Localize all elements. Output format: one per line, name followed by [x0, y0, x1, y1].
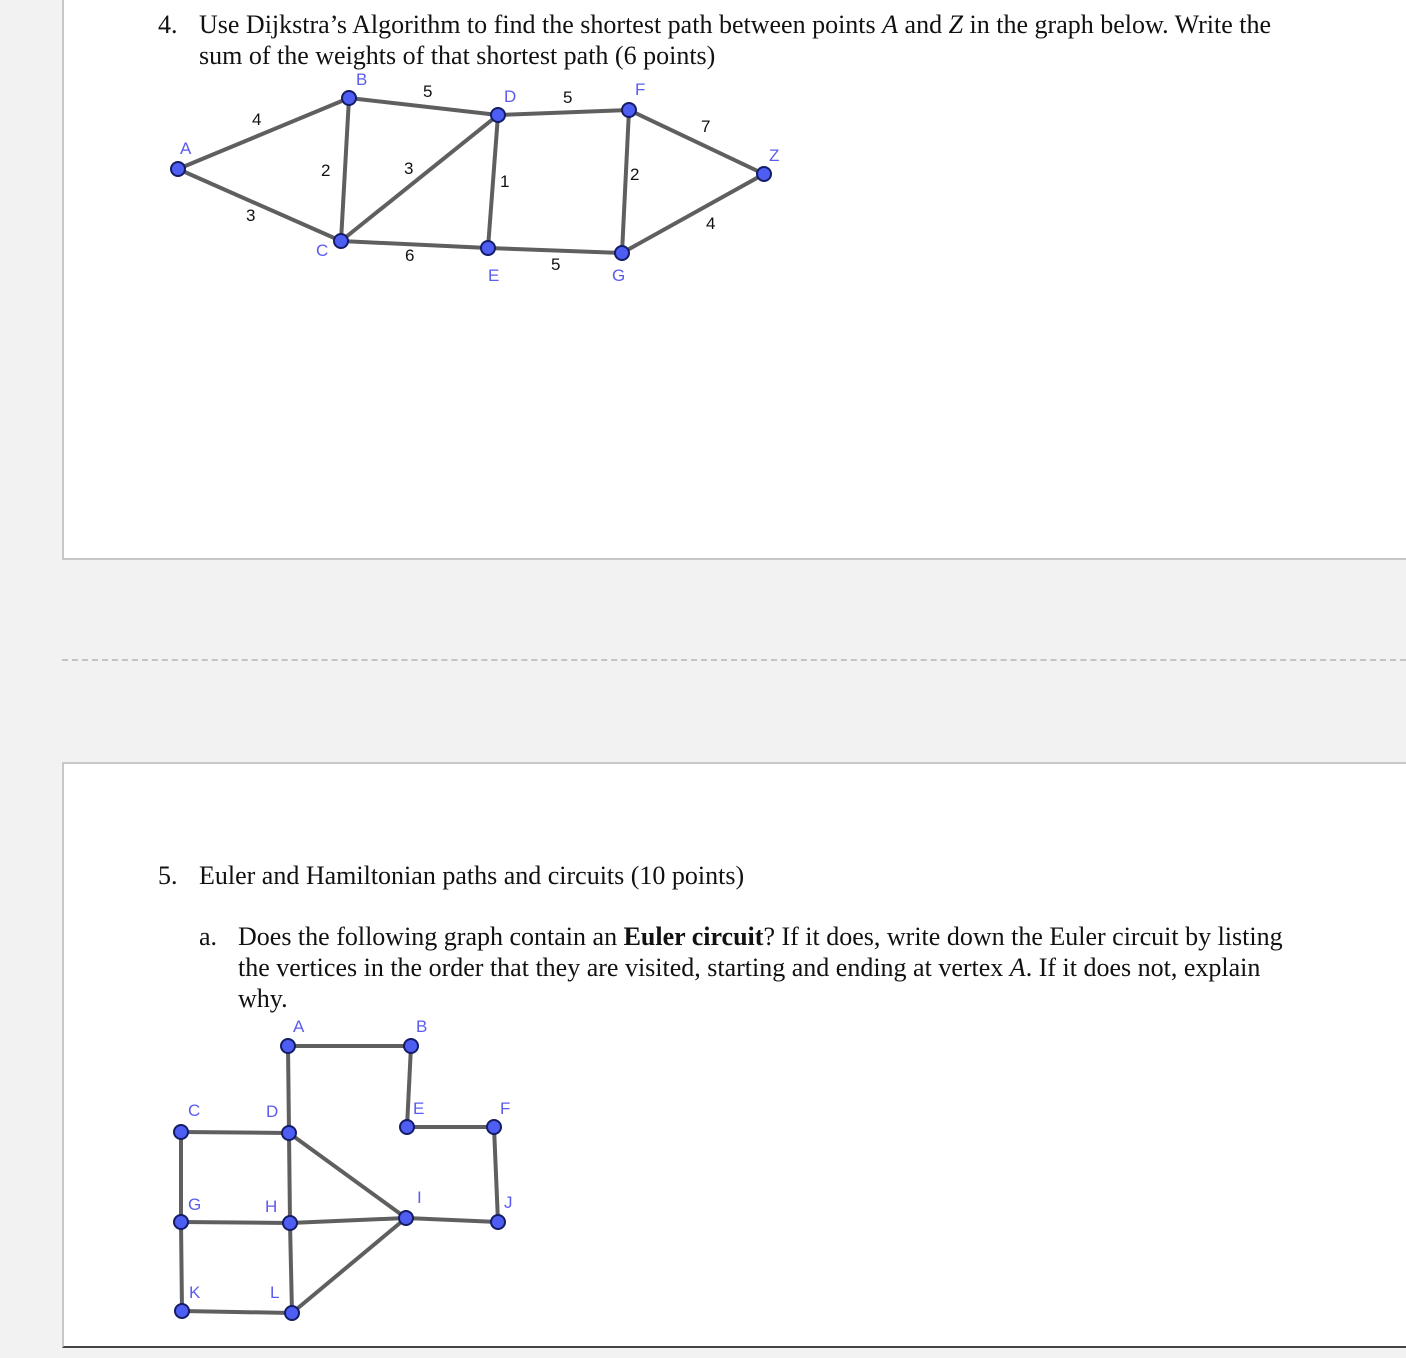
edge-C-D: [181, 1132, 289, 1133]
vertex-label-C: C: [316, 241, 329, 260]
weight-AC: 3: [246, 206, 256, 225]
vertex-label-K: K: [189, 1283, 201, 1302]
q5-title: Euler and Hamiltonian paths and circuits (10 points): [199, 861, 745, 890]
weight-FG: 2: [630, 165, 640, 184]
vertex-K: [175, 1304, 189, 1318]
edge-K-L: [182, 1311, 292, 1313]
edge-H-L: [290, 1223, 292, 1313]
edge-D-I: [289, 1133, 406, 1218]
vertex-label-D: D: [504, 87, 517, 106]
vertex-label-E: E: [413, 1099, 425, 1118]
vertex-A: [281, 1039, 295, 1053]
q5-number: 5.: [158, 861, 178, 890]
q4-line-1: Use Dijkstra’s Algorithm to find the shortest path between points A and Z in the graph below. Write the: [199, 10, 1272, 39]
vertex-I: [399, 1211, 413, 1225]
vertex-label-B: B: [416, 1017, 428, 1036]
vertex-label-Z: Z: [769, 146, 780, 165]
weight-AB: 4: [252, 110, 262, 129]
vertex-label-J: J: [504, 1193, 513, 1212]
vertex-J: [491, 1215, 505, 1229]
edge-F-J: [494, 1127, 498, 1222]
vertex-label-F: F: [635, 80, 646, 99]
q5a-line-1: Does the following graph contain an Euler circuit? If it does, write down the Euler circuit by listing: [238, 922, 1283, 951]
weight-GZ: 4: [706, 214, 716, 233]
weight-CD: 3: [404, 159, 414, 178]
edge-H-I: [290, 1218, 406, 1223]
vertex-F: [487, 1120, 501, 1134]
q4-number: 4.: [158, 10, 178, 39]
edge-I-J: [406, 1218, 498, 1222]
vertex-B: [404, 1039, 418, 1053]
vertex-label-G: G: [612, 266, 626, 285]
vertex-labels: [188, 1017, 513, 1302]
vertex-label-B: B: [356, 70, 368, 89]
vertex-G: [174, 1215, 188, 1229]
vertex-label-F: F: [500, 1099, 511, 1118]
graph-edges: [181, 1046, 498, 1313]
vertex-H: [283, 1216, 297, 1230]
q5a-line-2: the vertices in the order that they are visited, starting and ending at vertex A. If it does not, explain: [238, 953, 1261, 982]
weight-EG: 5: [551, 255, 561, 274]
weight-FZ: 7: [701, 117, 711, 136]
q5a-marker: a.: [199, 922, 218, 951]
vertex-label-A: A: [180, 139, 192, 158]
q4-line-2: sum of the weights of that shortest path (6 points): [199, 41, 716, 70]
edge-D-H: [289, 1133, 290, 1223]
vertex-label-A: A: [293, 1017, 305, 1036]
weight-BD: 5: [423, 82, 433, 101]
weight-DF: 5: [563, 88, 573, 107]
vertex-C: [174, 1125, 188, 1139]
edge-G-H: [181, 1222, 290, 1223]
q5a-line-3: why.: [238, 984, 288, 1013]
vertex-label-I: I: [417, 1188, 422, 1207]
vertex-label-E: E: [488, 266, 500, 285]
edge-G-K: [181, 1222, 182, 1311]
vertex-label-C: C: [188, 1101, 201, 1120]
vertex-label-L: L: [270, 1283, 280, 1302]
vertex-label-D: D: [266, 1102, 279, 1121]
vertex-D: [282, 1126, 296, 1140]
weight-CE: 6: [405, 246, 415, 265]
weight-BC: 2: [321, 161, 331, 180]
edge-B-E: [407, 1046, 411, 1127]
vertex-L: [285, 1306, 299, 1320]
vertex-label-H: H: [265, 1197, 278, 1216]
vertex-E: [400, 1120, 414, 1134]
vertex-label-G: G: [188, 1195, 202, 1214]
edge-L-I: [292, 1218, 406, 1313]
edge-A-D: [288, 1046, 289, 1133]
graph-nodes: [174, 1039, 505, 1320]
weight-DE: 1: [500, 172, 510, 191]
